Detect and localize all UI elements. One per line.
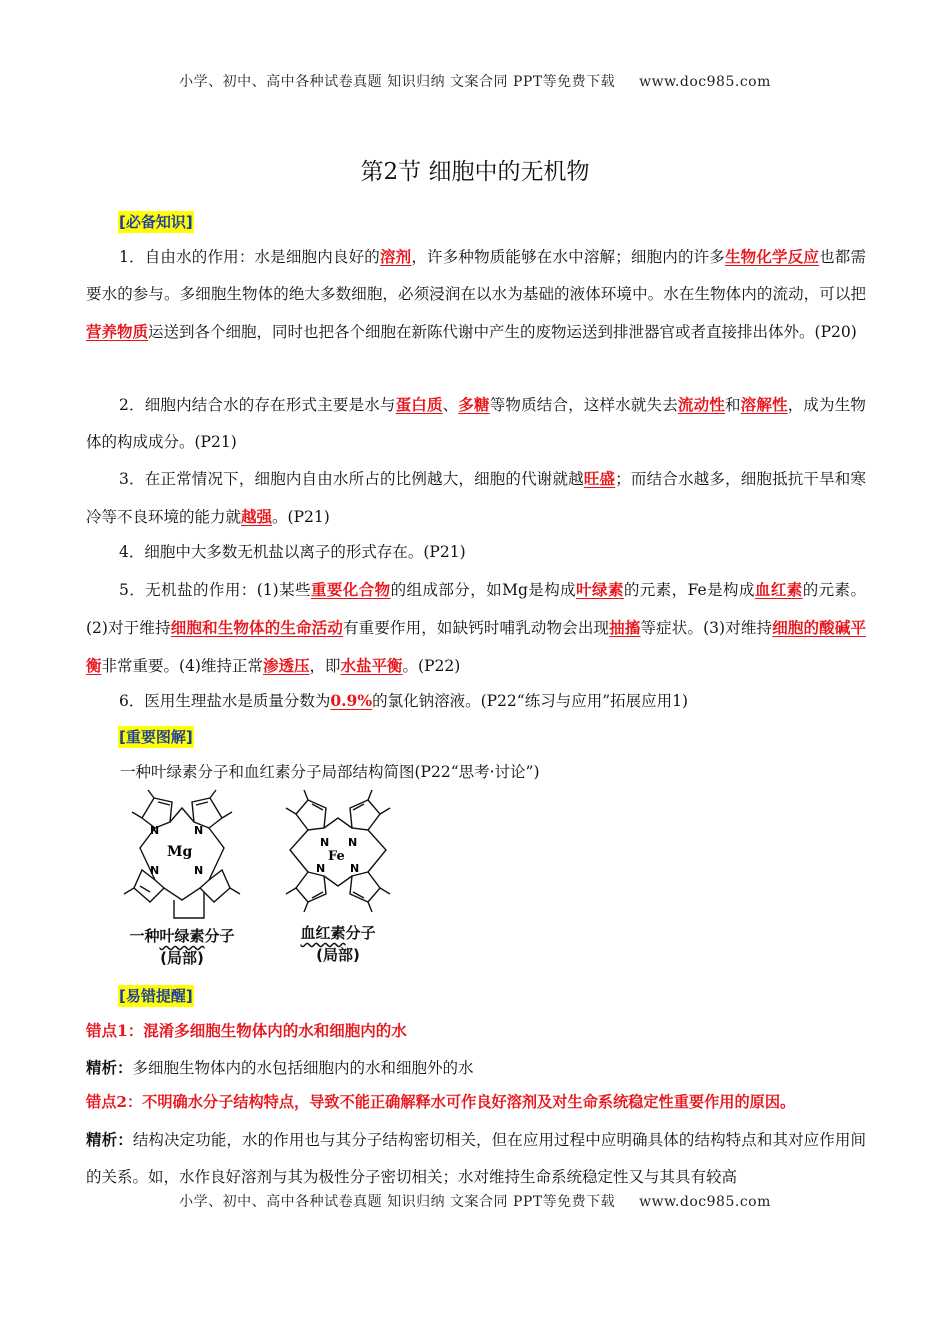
analysis-1: 精析：多细胞生物体内的水包括细胞内的水和细胞外的水 [86, 1058, 474, 1077]
svg-text:N: N [350, 862, 360, 875]
svg-text:N: N [316, 862, 326, 875]
page-header [0, 71, 950, 91]
svg-text:N: N [150, 824, 160, 837]
tag-important-diagram: [重要图解] [119, 728, 193, 746]
paragraph-2: 2．细胞内结合水的存在形式主要是水与蛋白质、多糖等物质结合，这样水就失去流动性和溶解性，成为生物体的构成成分。(P21) [86, 395, 866, 451]
footer-text: 小学、初中、高中各种试卷真题 知识归纳 文案合同 PPT等免费下载 [179, 1194, 616, 1210]
tag-mistake-reminder: [易错提醒] [119, 987, 193, 1005]
paragraph-1: 1．自由水的作用：水是细胞内良好的溶剂，许多种物质能够在水中溶解；细胞内的许多生物化学反应也都需要水的参与。多细胞生物体的绝大多数细胞，必须浸润在以水为基础的液体环境中。水在生物体内的流动，可以把营养物质运送到各个细胞，同时也把各个细胞在新陈代谢中产生的废物运送到排泄器官或者直接排出体外。(P20) [86, 247, 866, 341]
svg-text:N: N [150, 864, 160, 877]
footer-url[interactable]: www.doc985.com [639, 1194, 771, 1210]
chlorophyll-label: 一种叶绿素分子 (局部) [129, 927, 235, 967]
svg-text:Mg: Mg [167, 844, 193, 860]
error-point-2: 错点2：不明确水分子结构特点，导致不能正确解释水可作良好溶剂及对生命系统稳定性重要作用的原因。 [86, 1093, 796, 1111]
paragraph-5: 5．无机盐的作用：(1)某些重要化合物的组成部分，如Mg是构成叶绿素的元素，Fe是构成血红素的元素。(2)对于维持细胞和生物体的生命活动有重要作用，如缺钙时哺乳动物会出现抽搐等症状。(3)对维持细胞的酸碱平衡非常重要。(4)维持正常渗透压，即水盐平衡。(P22) [86, 580, 866, 675]
heme-label: 血红素分子 (局部) [300, 924, 376, 964]
paragraph-3: 3．在正常情况下，细胞内自由水所占的比例越大，细胞的代谢就越旺盛；而结合水越多，细胞抵抗干旱和寒冷等不良环境的能力就越强。(P21) [86, 469, 866, 526]
header-text: 小学、初中、高中各种试卷真题 知识归纳 文案合同 PPT等免费下载 [179, 74, 616, 90]
svg-text:N: N [194, 864, 204, 877]
analysis-2: 精析：结构决定功能，水的作用也与其分子结构密切相关，但在应用过程中应明确具体的结构特点和其对应作用间的关系。如，水作良好溶剂与其为极性分子密切相关；水对维持生命系统稳定性又与其具有较高 [86, 1130, 866, 1186]
page-footer [0, 1191, 950, 1211]
svg-text:N: N [194, 824, 204, 837]
heme-structure-diagram [268, 788, 408, 926]
svg-text:N: N [348, 836, 358, 849]
error-point-1: 错点1：混淆多细胞生物体内的水和细胞内的水 [86, 1021, 407, 1040]
header-url[interactable]: www.doc985.com [639, 74, 771, 90]
paragraph-6: 6．医用生理盐水是质量分数为0.9%的氯化钠溶液。(P22“练习与应用”拓展应用1) [119, 691, 689, 710]
tag-essential-knowledge: [必备知识] [119, 213, 193, 231]
diagram-caption: 一种叶绿素分子和血红素分子局部结构简图(P22“思考·讨论”) [120, 763, 540, 781]
paragraph-4: 4．细胞中大多数无机盐以离子的形式存在。(P21) [119, 543, 466, 561]
svg-text:Fe: Fe [328, 849, 345, 864]
page-title: 第2节 细胞中的无机物 [360, 159, 590, 185]
chlorophyll-structure-diagram [112, 788, 252, 926]
svg-text:N: N [320, 836, 330, 849]
